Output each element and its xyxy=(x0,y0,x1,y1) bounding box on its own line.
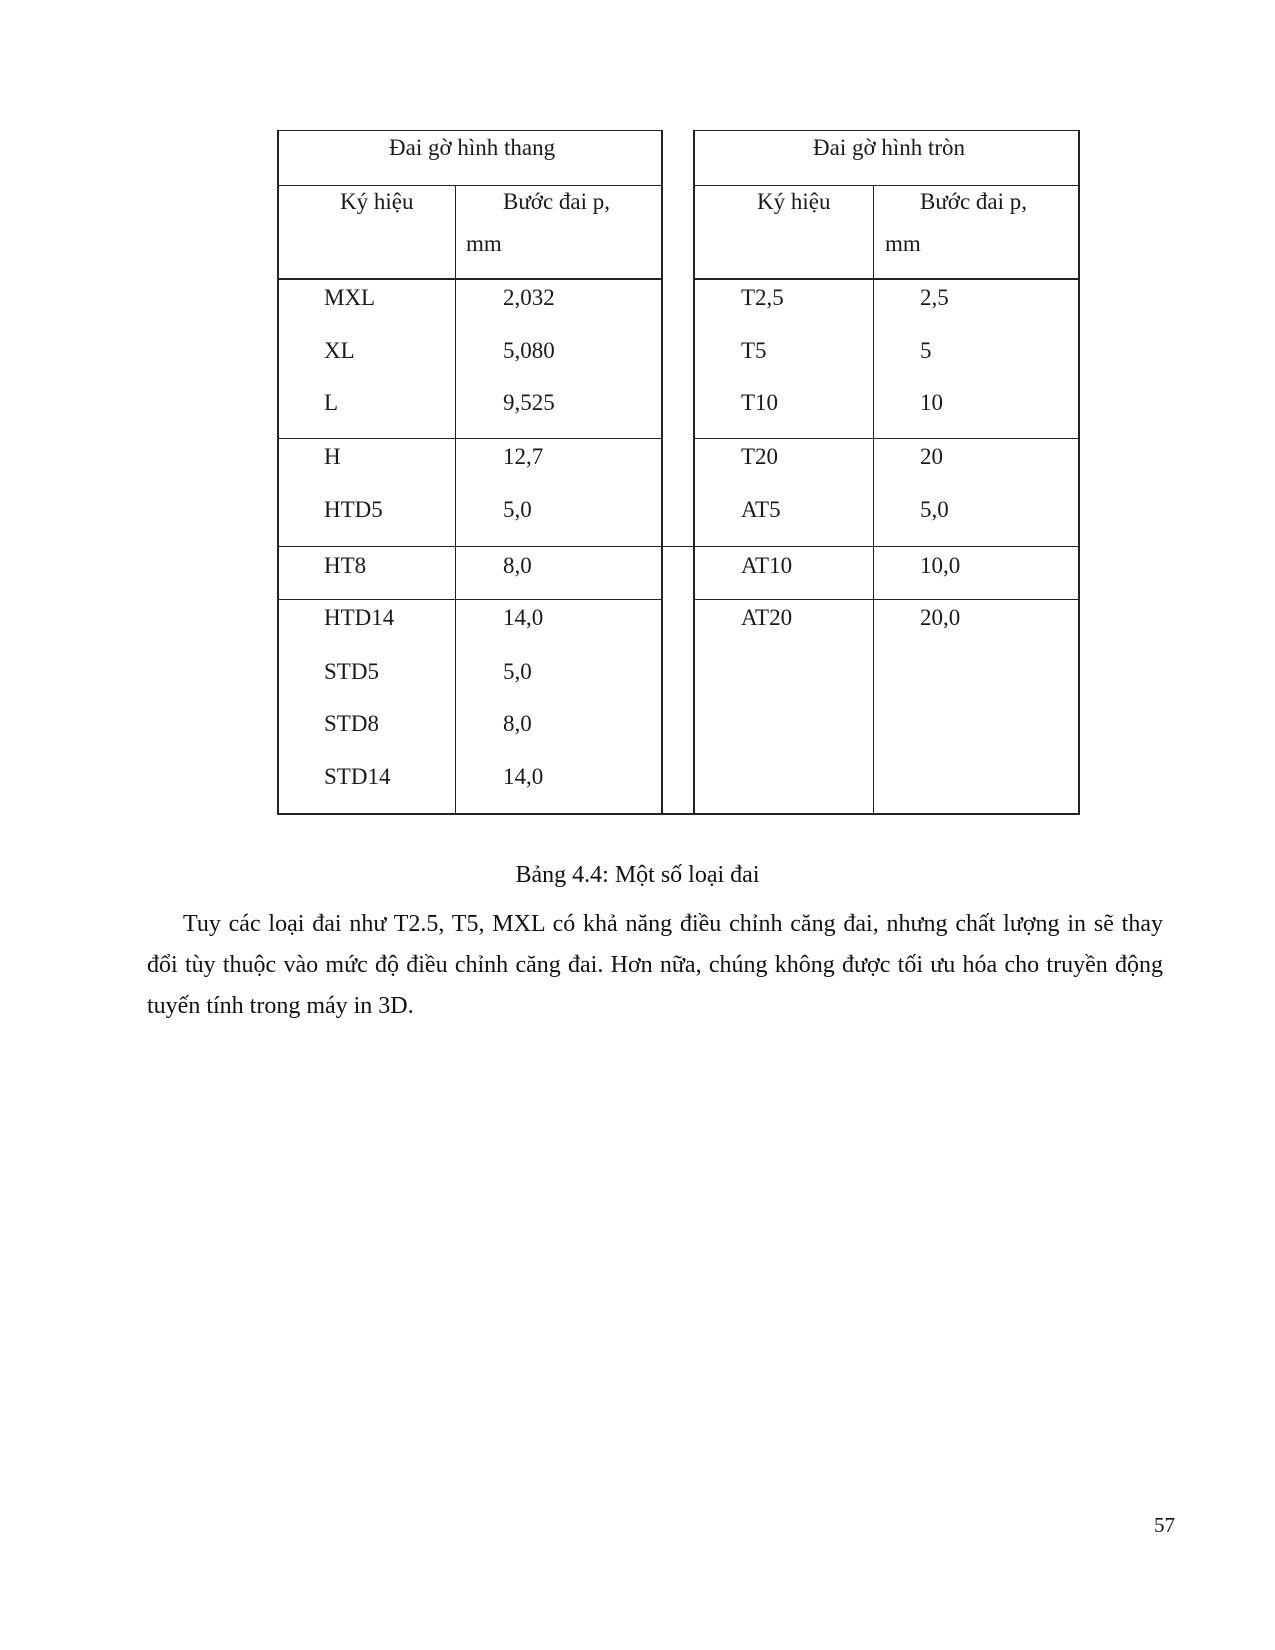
table-cell-pitch: 2,5 xyxy=(920,285,949,310)
table-border xyxy=(1078,130,1080,815)
table-cell-pitch: 5,0 xyxy=(503,497,532,522)
right-group-title: Đai gờ hình tròn xyxy=(813,135,966,160)
right-col-symbol-header: Ký hiệu xyxy=(757,189,831,214)
table-cell-symbol: T2,5 xyxy=(741,285,784,310)
table-cell-pitch: 14,0 xyxy=(503,605,544,630)
table-cell-pitch: 9,525 xyxy=(503,390,555,415)
page-number: 57 xyxy=(1154,1513,1175,1537)
table-border xyxy=(693,130,1080,131)
table-caption: Bảng 4.4: Một số loại đai xyxy=(515,862,760,888)
table-border xyxy=(693,599,1080,600)
body-paragraph xyxy=(147,904,1163,1027)
left-col-symbol-header: Ký hiệu xyxy=(340,189,414,214)
table-border xyxy=(277,546,1080,547)
table-cell-pitch: 12,7 xyxy=(503,444,544,469)
table-cell-symbol: T10 xyxy=(741,390,779,415)
table-cell-symbol: HTD14 xyxy=(324,605,395,630)
table-cell-pitch: 8,0 xyxy=(503,711,532,736)
table-cell-symbol: XL xyxy=(324,338,355,363)
table-cell-pitch: 5,0 xyxy=(503,659,532,684)
table-cell-pitch: 10 xyxy=(920,390,943,415)
table-cell-pitch: 5,0 xyxy=(920,497,949,522)
table-cell-symbol: AT5 xyxy=(741,497,781,522)
table-cell-pitch: 20 xyxy=(920,444,943,469)
table-cell-pitch: 5 xyxy=(920,338,932,363)
table-cell-pitch: 5,080 xyxy=(503,338,555,363)
table-border xyxy=(693,438,1080,439)
left-col-pitch-header: Bước đai p, xyxy=(503,189,611,214)
table-border xyxy=(277,438,663,439)
table-border xyxy=(661,130,663,815)
table-border xyxy=(277,813,1080,815)
table-border xyxy=(277,130,663,131)
table-cell-symbol: T5 xyxy=(741,338,767,363)
table-cell-symbol: STD5 xyxy=(324,659,379,684)
table-border xyxy=(277,278,663,280)
table-cell-pitch: 2,032 xyxy=(503,285,555,310)
table-cell-pitch: 20,0 xyxy=(920,605,961,630)
table-border xyxy=(277,599,663,600)
table-cell-symbol: STD8 xyxy=(324,711,379,736)
right-col-pitch-header: Bước đai p, xyxy=(920,189,1028,214)
table-border xyxy=(277,130,279,815)
table-cell-pitch: 14,0 xyxy=(503,764,544,789)
table-cell-pitch: 10,0 xyxy=(920,553,961,578)
table-cell-symbol: H xyxy=(324,444,341,469)
left-group-title: Đai gờ hình thang xyxy=(389,135,556,160)
table-border xyxy=(693,130,695,815)
table-border xyxy=(693,185,1080,186)
table-cell-symbol: AT20 xyxy=(741,605,793,630)
table-cell-symbol: AT10 xyxy=(741,553,793,578)
table-cell-pitch: 8,0 xyxy=(503,553,532,578)
left-col-pitch-unit: mm xyxy=(466,231,502,256)
table-border xyxy=(277,185,663,186)
paragraph-text: Tuy các loại đai như T2.5, T5, MXL có khả năng điều chỉnh căng đai, nhưng chất lượng in sẽ thay đổi tùy thuộc vào mức độ điều chỉnh căng đai. Hơn nữa, chúng không được tối ưu hóa cho truyền động tuyến tính trong máy in 3D. xyxy=(147,911,1163,1019)
right-col-pitch-unit: mm xyxy=(885,231,921,256)
table-cell-symbol: HT8 xyxy=(324,553,367,578)
table-border xyxy=(693,278,1080,280)
table-cell-symbol: L xyxy=(324,390,339,415)
table-cell-symbol: HTD5 xyxy=(324,497,383,522)
table-cell-symbol: STD14 xyxy=(324,764,391,789)
table-cell-symbol: T20 xyxy=(741,444,779,469)
table-cell-symbol: MXL xyxy=(324,285,376,310)
